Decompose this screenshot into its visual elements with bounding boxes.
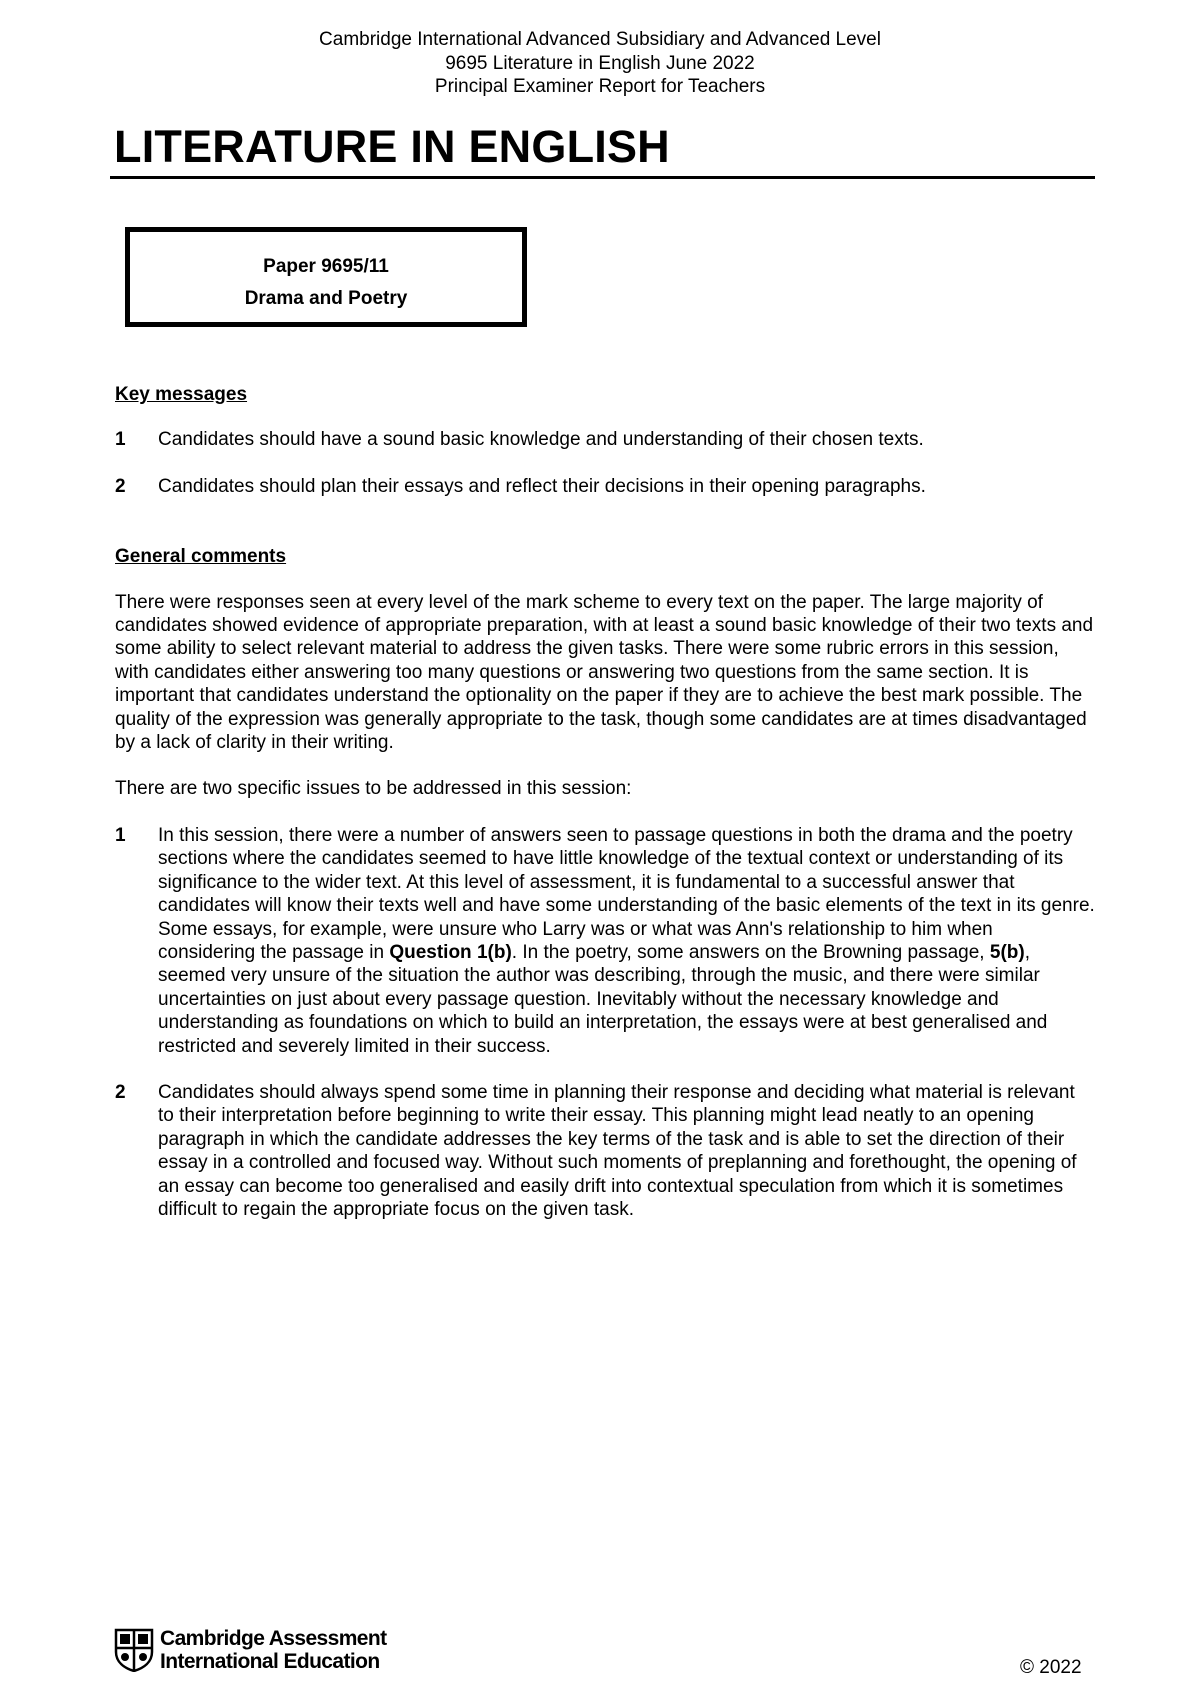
header-line-1: Cambridge International Advanced Subsidiary and Advanced Level (319, 29, 881, 50)
page-title: LITERATURE IN ENGLISH (114, 121, 670, 172)
question-reference: 5(b) (989, 941, 1025, 963)
issue-text (158, 824, 1095, 1058)
key-messages-heading: Key messages (115, 384, 248, 405)
issue-text-part-1: In this session, there were a number of answers seen to passage questions in both the drama and the poetry sections where the candidates seemed to have little knowledge of the textual context or understanding of its significance to the wider text. At this level of assessment, it is fundamental to a successful answer that candidates will know their texts well and have some understanding of the basic elements of the text in its genre. Some essays, for example, were unsure who Larry was or what was Ann's relationship to him when considering the passage in (158, 824, 1095, 963)
general-paragraph-2: There are two specific issues to be addressed in this session: (115, 778, 632, 800)
copyright: © 2022 (1020, 1657, 1082, 1678)
header-line-3: Principal Examiner Report for Teachers (434, 76, 766, 97)
issue-number: 2 (115, 1081, 126, 1103)
header-line-2: 9695 Literature in English June 2022 (445, 52, 755, 74)
shield-crest-icon (114, 1628, 154, 1672)
logo-text (160, 1627, 386, 1673)
title-divider (110, 176, 1095, 179)
issue-item-2 (115, 1081, 1095, 1221)
item-number: 1 (115, 429, 126, 451)
issue-text-part-2: . In the poetry, some answers on the Browning passage, (511, 941, 990, 963)
issue-text: Candidates should always spend some time in planning their response and deciding what material is relevant to their interpretation before beginning to write their essay. This planning might lead neatly to an opening paragraph in which the candidate addresses the key terms of the task and is able to set the direction of their essay in a controlled and focused way. Without such moments of preplanning and forethought, the opening of an essay can become too generalised and easily drift into contextual speculation from which it is sometimes difficult to regain the appropriate focus on the given task. (158, 1081, 1077, 1220)
logo-line-1: Cambridge Assessment (160, 1627, 387, 1650)
paper-box (125, 227, 527, 327)
paper-subtitle: Drama and Poetry (244, 288, 408, 309)
item-text: Candidates should plan their essays and reflect their decisions in their opening paragraphs. (158, 475, 926, 497)
report-body (115, 383, 1095, 1244)
issue-text-part-3: , seemed very unsure of the situation the author was describing, through the music, and there were similar uncertainties on just about every passage question. Inevitably without the necessary knowledge and understanding as foundations on which to build an interpretation, the essays were at best generalised and restricted and severely limited in their success. (158, 941, 1048, 1057)
issue-item-1 (115, 824, 1095, 1058)
question-reference: Question 1(b) (389, 941, 512, 963)
key-message-item (115, 428, 1095, 451)
general-paragraph-1: There were responses seen at every level of the mark scheme to every text on the paper. The large majority of candidates showed evidence of appropriate preparation, with at least a sound basic knowledge of their two texts and some ability to select relevant material to address the given tasks. There were some rubric errors in this session, with candidates either answering too many questions or answering two questions from the same section. It is important that candidates understand the optionality on the paper if they are to achieve the best mark possible. The quality of the expression was generally appropriate to the task, though some candidates are at times disadvantaged by a lack of clarity in their writing. (115, 591, 1094, 754)
issue-number: 1 (115, 824, 126, 846)
item-text: Candidates should have a sound basic knowledge and understanding of their chosen texts. (158, 429, 924, 451)
paper-number: Paper 9695/11 (263, 256, 389, 277)
logo-line-2: International Education (160, 1650, 380, 1673)
key-message-item (115, 475, 1095, 498)
cambridge-logo (114, 1627, 386, 1673)
report-header (0, 28, 1200, 99)
general-comments-heading: General comments (115, 546, 287, 568)
item-number: 2 (115, 475, 126, 497)
